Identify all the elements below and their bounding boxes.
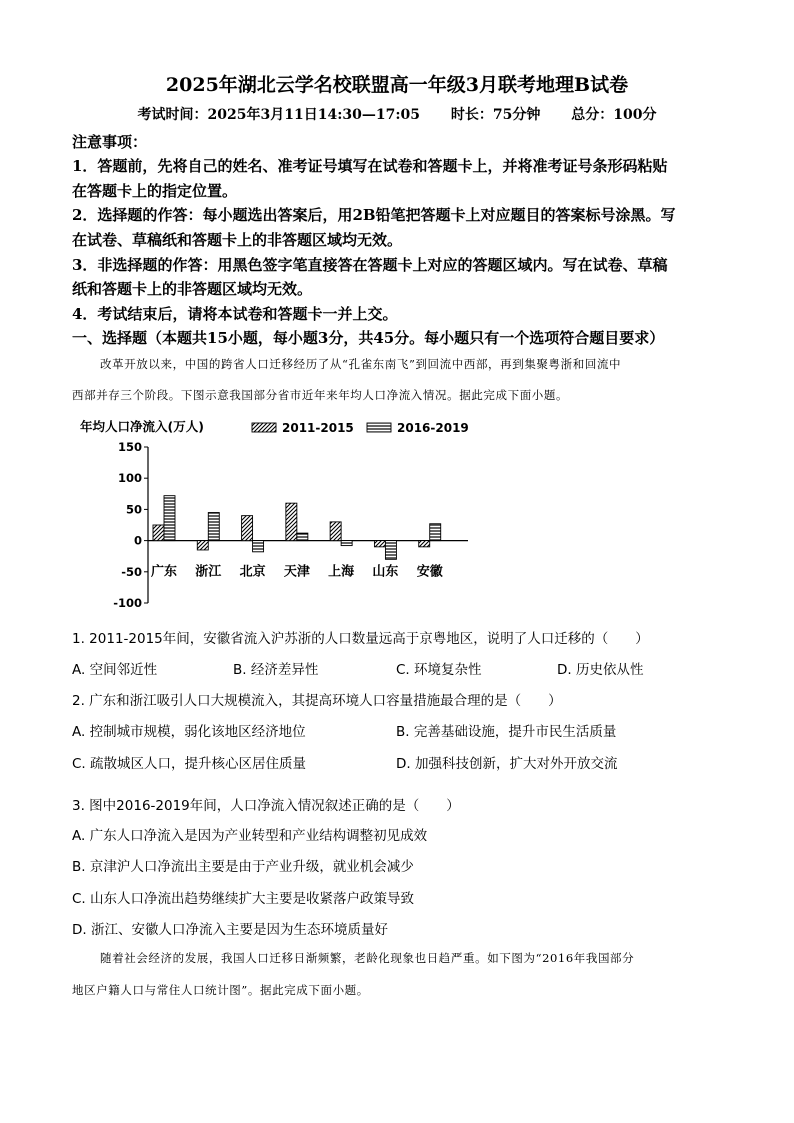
section2-intro: 随着社会经济的发展，我国人口迁移日渐频繁，老龄化现象也日趋严重。如下图为“2016年我国部分 <box>100 951 635 965</box>
bar-2016-2019-广东 <box>164 496 175 541</box>
legend-label: 2011-2015 <box>282 421 354 435</box>
exam-duration: 时长：75分钟 <box>450 107 541 123</box>
bar-2016-2019-天津 <box>297 533 308 540</box>
y-tick-label: -100 <box>113 596 142 610</box>
bar-2016-2019-上海 <box>341 541 352 546</box>
exam-total-score: 总分：100分 <box>571 107 657 123</box>
x-tick-label: 天津 <box>283 564 310 580</box>
x-tick-label: 上海 <box>328 564 355 580</box>
x-tick-label: 北京 <box>239 564 266 580</box>
y-tick-label: 0 <box>133 533 142 548</box>
question-3-option-c[interactable]: C. 山东人口净流出趋势继续扩大主要是收紧落户政策导致 <box>72 891 415 907</box>
question-1-option-a[interactable]: A. 空间邻近性 <box>72 662 158 678</box>
notes-heading: 注意事项： <box>72 133 148 151</box>
question-1-option-c[interactable]: C. 环境复杂性 <box>396 662 482 678</box>
x-tick-label: 浙江 <box>195 564 222 580</box>
exam-title: 2025年湖北云学名校联盟高一年级3月联考地理B试卷 <box>165 74 629 96</box>
question-3-option-d[interactable]: D. 浙江、安徽人口净流入主要是因为生态环境质量好 <box>72 922 388 938</box>
section1-intro: 西部并存三个阶段。下图示意我国部分省市近年来年均人口净流入情况。据此完成下面小题。 <box>72 388 569 402</box>
question-2-stem: 2. 广东和浙江吸引人口大规模流入，其提高环境人口容量措施最合理的是（ ） <box>72 693 562 709</box>
question-3-option-a[interactable]: A. 广东人口净流入是因为产业转型和产业结构调整初见成效 <box>72 828 428 844</box>
note-line: 在答题卡上的指定位置。 <box>72 182 238 200</box>
question-2-option-a[interactable]: A. 控制城市规模，弱化该地区经济地位 <box>72 724 306 740</box>
bar-2011-2015-浙江 <box>197 541 208 550</box>
exam-time: 考试时间：2025年3月11日14:30—17:05 <box>137 107 420 123</box>
y-tick-label: 150 <box>117 440 142 454</box>
question-1-option-d[interactable]: D. 历史依从性 <box>557 662 644 678</box>
note-line: 1．答题前，先将自己的姓名、准考证号填写在试卷和答题卡上，并将准考证号条形码粘贴 <box>72 157 668 175</box>
y-tick-label: 50 <box>125 502 142 517</box>
bar-2011-2015-天津 <box>286 503 297 540</box>
y-tick-label: -50 <box>121 564 142 579</box>
section1-intro: 改革开放以来，中国的跨省人口迁移经历了从“孔雀东南飞”到回流中西部，再到集聚粤浙和回流中 <box>100 357 622 371</box>
y-tick-label: 100 <box>117 471 142 486</box>
bar-2011-2015-山东 <box>374 541 385 547</box>
legend-label: 2016-2019 <box>397 421 469 435</box>
note-line: 2．选择题的作答：每小题选出答案后，用2B铅笔把答题卡上对应题目的答案标号涂黑。写 <box>72 206 676 224</box>
bar-2016-2019-北京 <box>253 541 264 552</box>
section1-heading: 一、选择题（本题共15小题，每小题3分，共45分。每小题只有一个选项符合题目要求） <box>72 329 665 347</box>
bar-2011-2015-上海 <box>330 522 341 541</box>
exam-info <box>0 104 794 124</box>
x-tick-label: 安徽 <box>416 564 443 580</box>
note-line: 纸和答题卡上的非答题区域均无效。 <box>72 280 313 298</box>
section2-intro: 地区户籍人口与常住人口统计图”。据此完成下面小题。 <box>72 983 369 997</box>
chart-y-axis-label: 年均人口净流入(万人) <box>80 419 204 434</box>
question-1-option-b[interactable]: B. 经济差异性 <box>233 662 319 678</box>
question-2-option-d[interactable]: D. 加强科技创新，扩大对外开放交流 <box>396 756 618 772</box>
legend-swatch <box>252 423 276 432</box>
question-3-option-b[interactable]: B. 京津沪人口净流出主要是由于产业升级，就业机会减少 <box>72 859 414 875</box>
x-tick-label: 广东 <box>150 564 178 580</box>
bar-2011-2015-安徽 <box>419 541 430 547</box>
question-2-option-b[interactable]: B. 完善基础设施，提升市民生活质量 <box>396 724 617 740</box>
bar-2011-2015-北京 <box>242 516 253 541</box>
question-1-stem: 1. 2011-2015年间，安徽省流入沪苏浙的人口数量远高于京粤地区，说明了人口迁移的（ ） <box>72 631 649 647</box>
note-line: 3．非选择题的作答：用黑色签字笔直接答在答题卡上对应的答题区域内。写在试卷、草稿 <box>72 256 668 274</box>
bar-2016-2019-安徽 <box>430 524 441 541</box>
bar-2016-2019-山东 <box>385 541 396 560</box>
question-3-stem: 3. 图中2016-2019年间，人口净流入情况叙述正确的是（ ） <box>72 798 460 814</box>
legend-swatch <box>367 423 391 432</box>
note-line: 4．考试结束后，请将本试卷和答题卡一并上交。 <box>72 305 398 323</box>
bar-2016-2019-浙江 <box>208 513 219 541</box>
x-tick-label: 山东 <box>372 564 399 580</box>
question-2-option-c[interactable]: C. 疏散城区人口，提升核心区居住质量 <box>72 756 307 772</box>
note-line: 在试卷、草稿纸和答题卡上的非答题区域均无效。 <box>72 231 403 249</box>
bar-2011-2015-广东 <box>153 525 164 541</box>
population-chart <box>0 410 794 610</box>
